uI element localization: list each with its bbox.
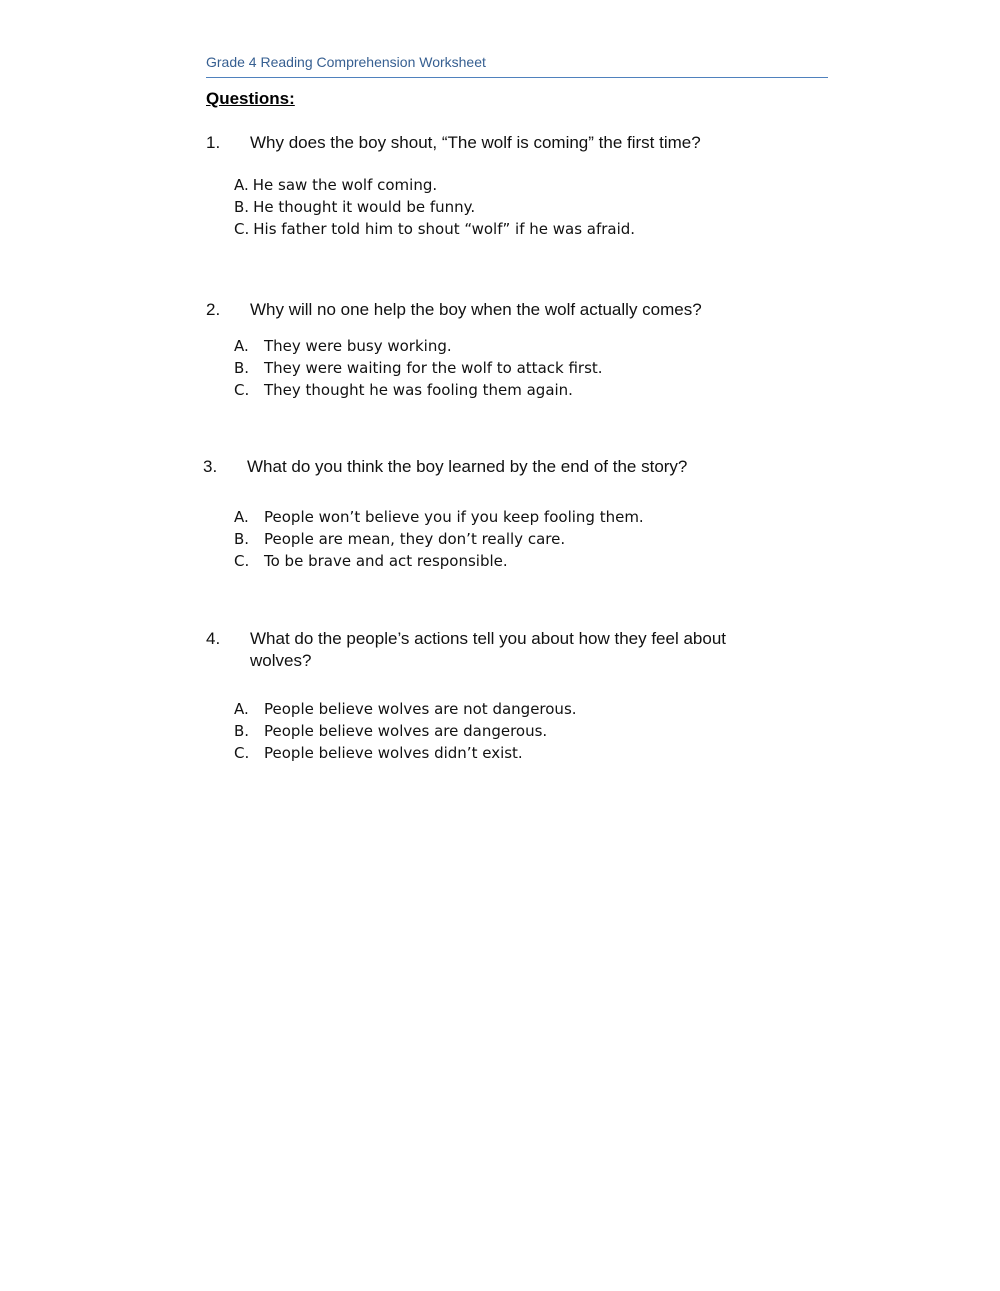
question-text: Why does the boy shout, “The wolf is coming” the first time? bbox=[250, 133, 701, 152]
option-letter: A. bbox=[234, 700, 249, 718]
question-text: Why will no one help the boy when the wolf actually comes? bbox=[250, 300, 702, 319]
answer-option[interactable] bbox=[234, 698, 577, 720]
question-text: What do the people’s actions tell you about how they feel about wolves? bbox=[250, 629, 727, 670]
option-text: He thought it would be funny. bbox=[253, 198, 476, 216]
header-divider bbox=[206, 77, 828, 78]
question-number: 2. bbox=[206, 300, 221, 319]
option-letter: B. bbox=[234, 359, 250, 377]
question-number: 3. bbox=[203, 457, 218, 476]
option-letter: C. bbox=[234, 381, 250, 399]
option-text: He saw the wolf coming. bbox=[252, 176, 438, 194]
answer-option[interactable] bbox=[234, 550, 644, 572]
question-number: 1. bbox=[206, 133, 221, 152]
question-text: What do you think the boy learned by the end of the story? bbox=[247, 457, 688, 476]
question-2-options bbox=[234, 335, 603, 401]
answer-option[interactable] bbox=[234, 218, 635, 240]
answer-option[interactable] bbox=[234, 720, 577, 742]
answer-option[interactable] bbox=[234, 379, 603, 401]
option-text: People believe wolves are dangerous. bbox=[264, 722, 548, 740]
option-letter: C. bbox=[234, 744, 250, 762]
answer-option[interactable] bbox=[234, 174, 635, 196]
option-text: People won’t believe you if you keep fooling them. bbox=[264, 508, 644, 526]
question-number: 4. bbox=[206, 629, 221, 648]
option-letter: C. bbox=[234, 552, 250, 570]
answer-option[interactable] bbox=[234, 528, 644, 550]
questions-heading: Questions: bbox=[206, 89, 295, 108]
option-letter: B. bbox=[234, 530, 250, 548]
option-letter: B. bbox=[234, 198, 250, 216]
answer-option[interactable] bbox=[234, 742, 577, 764]
option-text: His father told him to shout “wolf” if he was afraid. bbox=[253, 220, 636, 238]
option-letter: A. bbox=[234, 508, 249, 526]
answer-option[interactable] bbox=[234, 196, 635, 218]
option-text: To be brave and act responsible. bbox=[264, 552, 508, 570]
answer-option[interactable] bbox=[234, 506, 644, 528]
option-text: People believe wolves are not dangerous. bbox=[264, 700, 577, 718]
option-letter: B. bbox=[234, 722, 250, 740]
question-4-options bbox=[234, 698, 577, 764]
option-text: They were busy working. bbox=[264, 337, 452, 355]
option-letter: A. bbox=[234, 337, 249, 355]
option-text: People believe wolves didn’t exist. bbox=[264, 744, 523, 762]
answer-option[interactable] bbox=[234, 357, 603, 379]
option-text: They thought he was fooling them again. bbox=[264, 381, 573, 399]
worksheet-header-title: Grade 4 Reading Comprehension Worksheet bbox=[206, 54, 486, 70]
option-letter: C. bbox=[234, 220, 250, 238]
option-text: They were waiting for the wolf to attack first. bbox=[264, 359, 603, 377]
option-text: People are mean, they don’t really care. bbox=[264, 530, 566, 548]
question-1-options bbox=[234, 174, 635, 240]
option-letter: A. bbox=[234, 176, 249, 194]
question-3-options bbox=[234, 506, 644, 572]
answer-option[interactable] bbox=[234, 335, 603, 357]
